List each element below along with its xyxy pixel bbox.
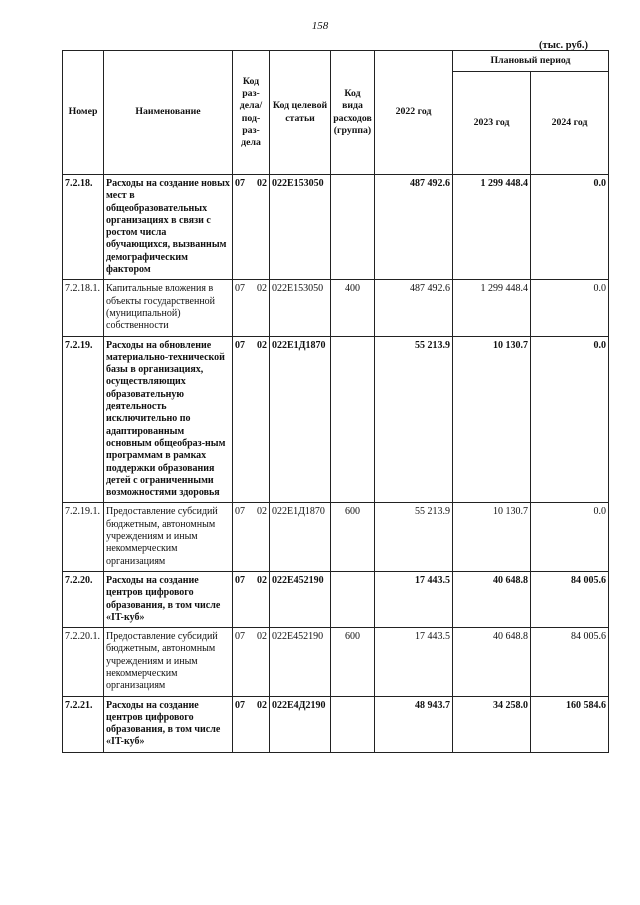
header-expense-type: Код вида расходов (группа) [331,51,375,175]
header-section-code: Код раз- дела/ под- раз- дела [233,51,270,175]
row-expense-type [331,175,375,280]
row-section-code: 07 02 [233,336,270,503]
row-section-code: 07 02 [233,175,270,280]
row-2023: 1 299 448.4 [453,175,531,280]
row-target-code: 022E452190 [270,571,331,627]
page-number: 158 [311,20,329,32]
row-2023: 1 299 448.4 [453,280,531,336]
row-number: 7.2.19.1. [63,503,104,571]
row-name: Расходы на создание центров цифрового образования, в том числе «IT-куб» [104,696,233,752]
table-row [63,503,609,571]
table-row [63,696,609,752]
row-section-code: 07 02 [233,503,270,571]
row-number: 7.2.20.1. [63,628,104,696]
row-name: Капитальные вложения в объекты государственной (муниципальной) собственности [104,280,233,336]
header-number: Номер [63,51,104,175]
row-2022: 487 492.6 [375,175,453,280]
row-section-code: 07 02 [233,571,270,627]
row-expense-type: 600 [331,503,375,571]
header-target-code: Код целевой статьи [270,51,331,175]
row-2022: 55 213.9 [375,336,453,503]
header-plan-period: Плановый период [453,51,609,72]
row-section-code: 07 02 [233,696,270,752]
row-2022: 17 443.5 [375,571,453,627]
row-expense-type: 600 [331,628,375,696]
header-name: Наименование [104,51,233,175]
row-section-code: 07 02 [233,628,270,696]
row-number: 7.2.19. [63,336,104,503]
header-year-2024: 2024 год [531,72,609,175]
row-number: 7.2.20. [63,571,104,627]
row-2023: 34 258.0 [453,696,531,752]
row-name: Расходы на обновление материально-технической базы в организациях, осуществляющих образовательную деятельность исключительно по адаптированным основным общеобраз-ным программам в рамках поддержки образования детей с ограниченными возможностями здоровья [104,336,233,503]
table-row [63,628,609,696]
row-name: Предоставление субсидий бюджетным, автономным учреждениям и иным некоммерческим организациям [104,503,233,571]
row-2023: 10 130.7 [453,336,531,503]
row-expense-type [331,696,375,752]
row-2022: 17 443.5 [375,628,453,696]
row-number: 7.2.18.1. [63,280,104,336]
row-number: 7.2.18. [63,175,104,280]
row-2024: 0.0 [531,336,609,503]
row-target-code: 022E1Д1870 [270,503,331,571]
row-name: Расходы на создание центров цифрового образования, в том числе «IT-куб» [104,571,233,627]
row-2023: 40 648.8 [453,571,531,627]
row-target-code: 022E452190 [270,628,331,696]
table-row [63,336,609,503]
header-year-2022: 2022 год [375,51,453,175]
row-2022: 487 492.6 [375,280,453,336]
row-section-code: 07 02 [233,280,270,336]
row-2024: 84 005.6 [531,571,609,627]
row-2022: 55 213.9 [375,503,453,571]
row-2023: 10 130.7 [453,503,531,571]
budget-table [62,50,609,753]
row-target-code: 022E4Д2190 [270,696,331,752]
row-number: 7.2.21. [63,696,104,752]
row-name: Предоставление субсидий бюджетным, автономным учреждениям и иным некоммерческим организациям [104,628,233,696]
row-expense-type [331,336,375,503]
header-year-2023: 2023 год [453,72,531,175]
row-name: Расходы на создание новых мест в общеобразовательных организациях в связи с ростом числа обучающихся, вызванным демографическим фактором [104,175,233,280]
row-2024: 0.0 [531,280,609,336]
table-row [63,175,609,280]
row-2024: 0.0 [531,503,609,571]
row-2023: 40 648.8 [453,628,531,696]
row-expense-type: 400 [331,280,375,336]
row-2024: 0.0 [531,175,609,280]
row-2022: 48 943.7 [375,696,453,752]
row-2024: 160 584.6 [531,696,609,752]
row-target-code: 022E153050 [270,175,331,280]
row-2024: 84 005.6 [531,628,609,696]
unit-label: (тыс. руб.) [539,40,588,51]
row-target-code: 022E1Д1870 [270,336,331,503]
row-target-code: 022E153050 [270,280,331,336]
row-expense-type [331,571,375,627]
table-body [63,175,609,753]
table-row [63,571,609,627]
table-row [63,280,609,336]
